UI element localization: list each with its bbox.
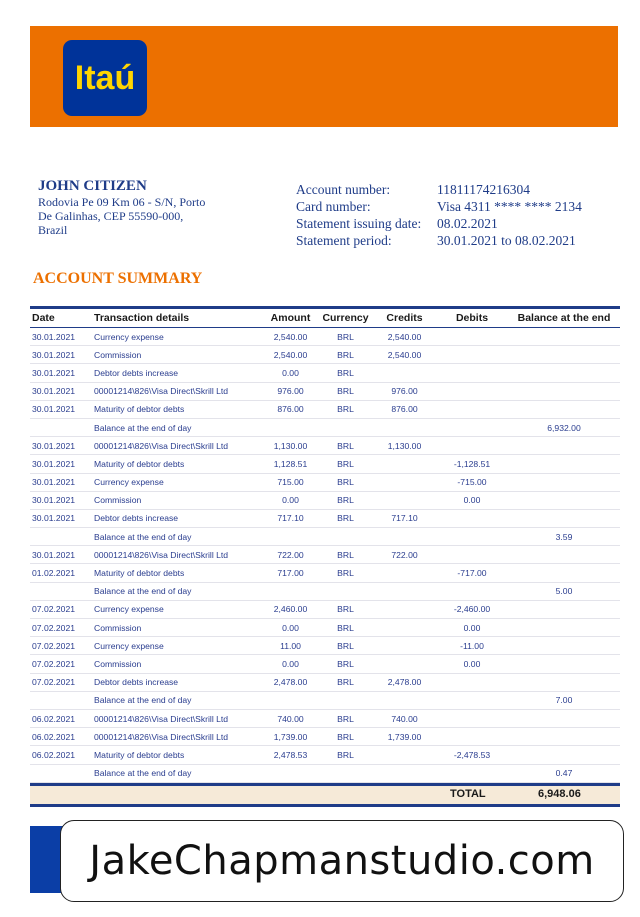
cell-amount [263,582,318,600]
table-row [30,673,620,691]
cell-balance [508,546,620,564]
table-row [30,455,620,473]
cell-balance [508,637,620,655]
cell-credits [373,491,436,509]
table-row [30,582,620,600]
cell-currency: BRL [337,677,354,688]
cell-currency: BRL [337,713,354,724]
cell-balance: 7.00 [555,695,573,706]
cell-currency: BRL [337,513,354,524]
cell-amount: 876.00 [277,404,304,415]
cell-credits [373,455,436,473]
cell-balance: 3.59 [555,531,573,542]
cell-date: 07.02.2021 [32,640,76,651]
table-row [30,528,620,546]
cell-details: Commission [94,349,142,360]
cell-debits [436,546,508,564]
table-row [30,437,620,455]
cell-credits [373,418,436,436]
cell-amount: 715.00 [277,477,304,488]
cell-currency: BRL [337,331,354,342]
cell-amount: 0.00 [282,495,299,506]
cell-details: Debtor debts increase [94,513,179,524]
cell-balance [508,509,620,527]
column-header-balance: Balance at the end [517,312,611,324]
cell-details: Commission [94,495,142,506]
cell-debits [436,582,508,600]
address-line: De Galinhas, CEP 55590-000, [38,209,184,223]
table-row [30,746,620,764]
cell-amount: 717.00 [277,568,304,579]
table-row [30,473,620,491]
cell-date: 30.01.2021 [32,458,76,469]
cell-currency: BRL [337,386,354,397]
bank-logo-text: Itaú [74,58,136,97]
cell-date [30,691,90,709]
cell-balance [508,382,620,400]
transactions-table [30,306,620,807]
table-body [30,328,620,783]
cell-amount: 722.00 [277,549,304,560]
cell-amount: 0.00 [282,622,299,633]
cell-date: 30.01.2021 [32,404,76,415]
cell-debits: 0.00 [463,622,481,633]
cell-debits: 0.00 [463,658,481,669]
table-row [30,564,620,582]
cell-date [30,582,90,600]
cell-currency: BRL [337,458,354,469]
cell-date: 01.02.2021 [32,568,76,579]
cell-credits [373,764,436,782]
column-header-debits: Debits [455,312,489,324]
cell-credits: 876.00 [391,404,418,415]
cell-balance [508,564,620,582]
table-row [30,619,620,637]
cell-currency: BRL [337,640,354,651]
cell-currency: BRL [337,495,354,506]
cell-debits [436,382,508,400]
header-bar [30,26,618,127]
cell-balance [508,619,620,637]
cell-amount: 2,460.00 [273,604,308,615]
column-header-currency: Currency [322,312,369,324]
cell-debits: -715.00 [457,477,487,488]
customer-block [38,178,228,237]
cell-credits: 2,540.00 [387,331,422,342]
account-number-value: 11811174216304 [437,182,530,197]
total-value: 6,948.06 [538,787,581,800]
cell-balance [508,400,620,418]
cell-balance [508,491,620,509]
table-row [30,346,620,364]
cell-details: 00001214\826\Visa Direct\Skrill Ltd [94,731,229,742]
cell-date: 07.02.2021 [32,677,76,688]
footer-bar [30,826,64,893]
watermark-text: JakeChapmanstudio.com [89,838,595,884]
cell-currency: BRL [337,440,354,451]
cell-debits [436,509,508,527]
cell-amount: 717.10 [277,513,304,524]
table-row [30,400,620,418]
statement-period-row [296,232,582,249]
cell-debits [436,346,508,364]
cell-currency [318,418,373,436]
cell-details: Maturity of debtor debts [94,749,185,760]
cell-details: Currency expense [94,331,164,342]
cell-details: Currency expense [94,477,164,488]
table-row [30,491,620,509]
cell-details: 00001214\826\Visa Direct\Skrill Ltd [94,713,229,724]
address-line: Rodovia Pe 09 Km 06 - S/N, Porto [38,195,206,209]
cell-date: 06.02.2021 [32,731,76,742]
cell-credits: 976.00 [391,386,418,397]
cell-amount [263,418,318,436]
cell-details: Debtor debts increase [94,367,179,378]
column-header-amount: Amount [270,312,311,324]
table-row [30,509,620,527]
table-row [30,600,620,618]
cell-date: 30.01.2021 [32,549,76,560]
cell-date: 06.02.2021 [32,713,76,724]
table-row [30,418,620,436]
cell-date: 30.01.2021 [32,386,76,397]
cell-currency: BRL [337,549,354,560]
cell-balance [508,364,620,382]
cell-currency: BRL [337,367,354,378]
cell-amount: 2,478.53 [273,749,308,760]
cell-credits [373,600,436,618]
cell-amount [263,691,318,709]
cell-debits: -2,460.00 [453,604,491,615]
cell-balance [508,655,620,673]
cell-date: 07.02.2021 [32,604,76,615]
cell-details: 00001214\826\Visa Direct\Skrill Ltd [94,386,229,397]
cell-details: 00001214\826\Visa Direct\Skrill Ltd [94,440,229,451]
cell-date: 07.02.2021 [32,658,76,669]
cell-date: 06.02.2021 [32,749,76,760]
statement-period-value: 30.01.2021 to 08.02.2021 [437,233,576,248]
cell-date [30,418,90,436]
cell-amount: 0.00 [282,367,299,378]
cell-date: 30.01.2021 [32,477,76,488]
total-row [30,783,620,807]
cell-balance [508,746,620,764]
cell-credits [373,528,436,546]
card-number-value: Visa 4311 **** **** 2134 [437,199,582,214]
cell-credits [373,655,436,673]
cell-debits [436,764,508,782]
cell-details: Balance at the end of day [94,531,192,542]
customer-name: JOHN CITIZEN [38,178,147,194]
cell-date [30,528,90,546]
cell-balance [508,473,620,491]
cell-date: 07.02.2021 [32,622,76,633]
cell-details: Balance at the end of day [94,695,192,706]
cell-details: Currency expense [94,604,164,615]
issuing-date-row [296,215,582,232]
cell-credits [373,473,436,491]
cell-details: Debtor debts increase [94,677,179,688]
cell-amount [263,764,318,782]
cell-currency: BRL [337,477,354,488]
cell-debits [436,437,508,455]
column-header-date: Date [32,312,55,324]
cell-amount [263,528,318,546]
cell-debits: -11.00 [460,640,484,651]
column-header-credits: Credits [386,312,423,324]
cell-credits [373,691,436,709]
cell-balance [508,709,620,727]
cell-balance: 0.47 [555,768,573,779]
table-row [30,764,620,782]
cell-debits [436,673,508,691]
cell-details: Balance at the end of day [94,586,192,597]
cell-amount: 2,478.00 [273,677,308,688]
table-row [30,546,620,564]
cell-balance [508,437,620,455]
cell-balance [508,455,620,473]
cell-currency: BRL [337,349,354,360]
cell-details: Balance at the end of day [94,768,192,779]
cell-debits: -1,128.51 [453,458,491,469]
transactions-grid [30,309,620,783]
cell-debits [436,709,508,727]
cell-currency [318,582,373,600]
cell-credits [373,746,436,764]
cell-debits [436,400,508,418]
cell-balance: 6,932.00 [547,422,581,433]
address-line: Brazil [38,223,68,237]
cell-credits: 2,540.00 [387,349,422,360]
cell-date: 30.01.2021 [32,513,76,524]
cell-debits: -2,478.53 [453,749,491,760]
table-row [30,709,620,727]
cell-date [30,764,90,782]
cell-credits: 2,478.00 [387,677,422,688]
cell-currency: BRL [337,568,354,579]
cell-currency: BRL [337,604,354,615]
cell-amount: 2,540.00 [273,331,308,342]
account-details [296,181,582,249]
cell-currency: BRL [337,622,354,633]
cell-amount: 1,128.51 [273,458,308,469]
cell-debits: -717.00 [457,568,487,579]
cell-debits [436,728,508,746]
cell-credits [373,582,436,600]
cell-currency: BRL [337,404,354,415]
cell-amount: 976.00 [277,386,304,397]
cell-date: 30.01.2021 [32,495,76,506]
cell-amount: 1,130.00 [273,440,308,451]
card-number-row [296,198,582,215]
cell-credits: 722.00 [391,549,418,560]
cell-details: 00001214\826\Visa Direct\Skrill Ltd [94,549,229,560]
cell-credits: 740.00 [391,713,418,724]
table-row [30,382,620,400]
bank-logo [63,40,147,116]
cell-currency [318,691,373,709]
cell-debits [436,364,508,382]
cell-credits [373,564,436,582]
cell-currency: BRL [337,658,354,669]
cell-amount: 11.00 [280,640,301,651]
table-row [30,655,620,673]
cell-credits [373,637,436,655]
watermark [60,820,624,902]
table-header-row [30,309,620,328]
cell-balance [508,600,620,618]
cell-balance [508,728,620,746]
table-row [30,364,620,382]
cell-currency [318,764,373,782]
cell-balance [508,346,620,364]
account-number-row [296,181,582,198]
cell-debits [436,691,508,709]
cell-debits [436,418,508,436]
cell-balance [508,673,620,691]
table-row [30,728,620,746]
table-row [30,691,620,709]
cell-details: Commission [94,658,142,669]
card-number-label: Card number: [296,199,371,214]
cell-balance: 5.00 [555,586,573,597]
cell-currency: BRL [337,731,354,742]
cell-date: 30.01.2021 [32,367,76,378]
cell-amount: 740.00 [277,713,304,724]
account-summary-title: ACCOUNT SUMMARY [33,270,203,287]
cell-details: Currency expense [94,640,164,651]
cell-credits: 1,739.00 [387,731,422,742]
issuing-date-label: Statement issuing date: [296,216,422,231]
cell-debits: 0.00 [463,495,481,506]
cell-details: Maturity of debtor debts [94,568,185,579]
cell-details: Commission [94,622,142,633]
cell-date: 30.01.2021 [32,440,76,451]
cell-credits [373,619,436,637]
cell-amount: 2,540.00 [273,349,308,360]
cell-credits [373,364,436,382]
cell-date: 30.01.2021 [32,349,76,360]
cell-details: Maturity of debtor debts [94,404,185,415]
cell-date: 30.01.2021 [32,331,76,342]
cell-amount: 1,739.00 [273,731,308,742]
issuing-date-value: 08.02.2021 [437,216,498,231]
cell-balance [508,328,620,346]
cell-amount: 0.00 [282,658,299,669]
cell-details: Balance at the end of day [94,422,192,433]
cell-credits: 1,130.00 [387,440,422,451]
cell-credits: 717.10 [391,513,418,524]
cell-details: Maturity of debtor debts [94,458,185,469]
column-header-details: Transaction details [94,312,190,324]
cell-currency [318,528,373,546]
statement-period-label: Statement period: [296,233,392,248]
total-label: TOTAL [450,787,486,800]
customer-address [38,195,228,237]
cell-debits [436,528,508,546]
account-number-label: Account number: [296,182,391,197]
table-row [30,637,620,655]
cell-currency: BRL [337,749,354,760]
cell-debits [436,328,508,346]
table-row [30,328,620,346]
